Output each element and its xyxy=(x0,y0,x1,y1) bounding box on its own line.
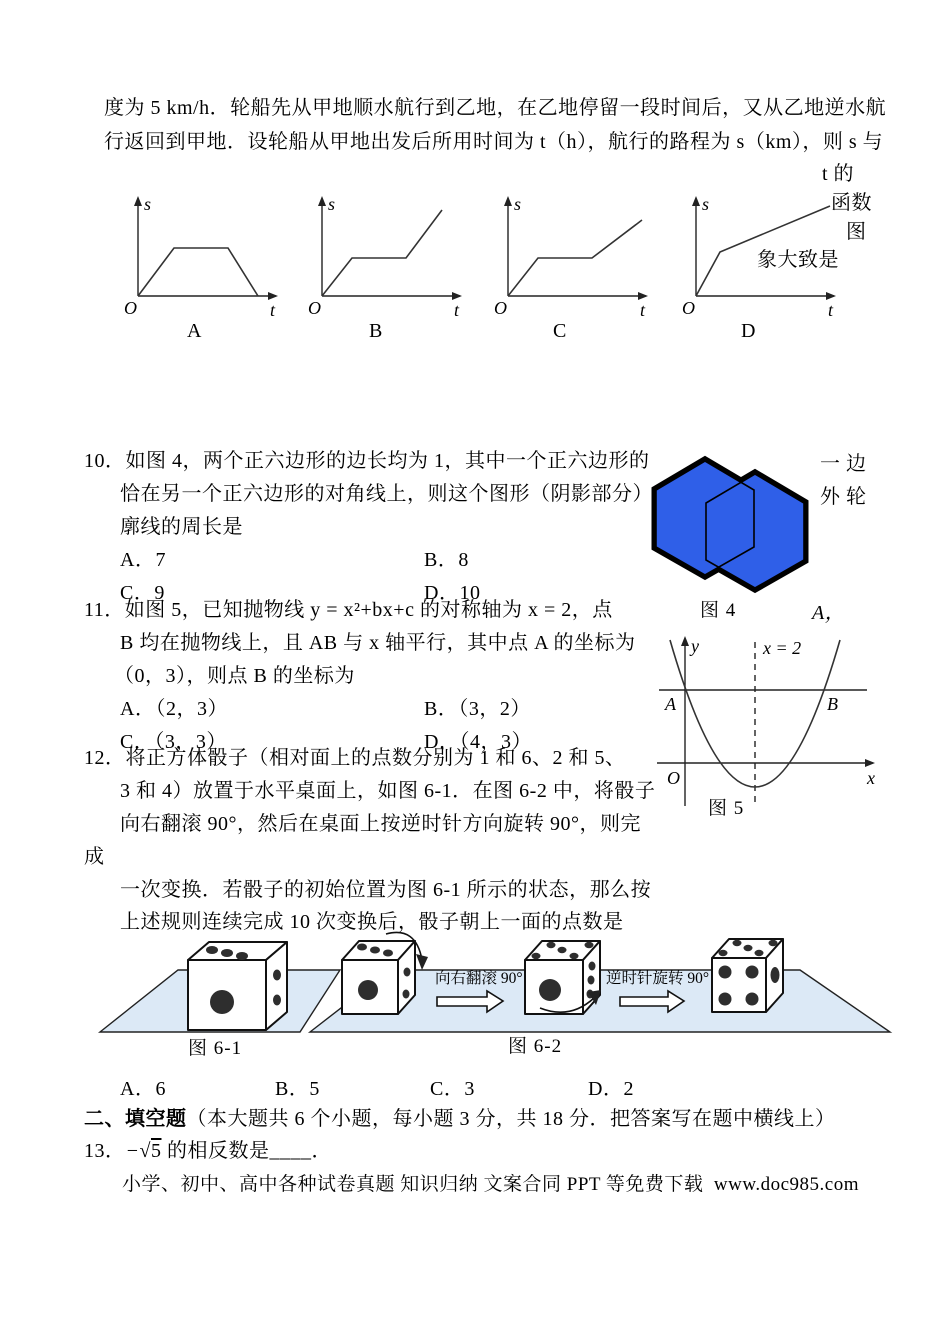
pip xyxy=(585,942,594,948)
graph-a-curve xyxy=(138,248,258,296)
pip xyxy=(539,979,561,1001)
q10-line-3: 廓线的周长是 xyxy=(120,516,243,538)
origin-label: O xyxy=(682,298,695,318)
q12-option-d: D．2 xyxy=(588,1078,634,1100)
x-axis-arrow-icon xyxy=(826,292,836,300)
graph-option-a xyxy=(120,190,288,322)
t-axis-label: t xyxy=(454,300,460,320)
pip xyxy=(589,962,596,971)
y-axis-arrow-icon xyxy=(504,196,512,206)
q12-option-a: A．6 xyxy=(120,1078,166,1100)
pip xyxy=(404,968,411,977)
y-axis-arrow-icon xyxy=(318,196,326,206)
y-axis-arrow-icon xyxy=(681,636,689,646)
pip xyxy=(358,980,378,1000)
x-axis-arrow-icon xyxy=(268,292,278,300)
q11-option-d: D．（4，3） xyxy=(424,731,532,753)
pip xyxy=(746,993,759,1006)
die-after-roll xyxy=(525,941,601,1014)
q11-line-3: （0，3），则点 B 的坐标为 xyxy=(114,665,355,687)
figure-4-hexagons xyxy=(640,445,835,620)
pip xyxy=(273,970,281,981)
graph-d-curve xyxy=(696,206,830,296)
t-axis-label: t xyxy=(640,300,646,320)
q13-number: 13． xyxy=(84,1140,126,1162)
graph-b-curve xyxy=(322,210,442,296)
section-2-title: 二、填空题 xyxy=(84,1108,187,1130)
pip xyxy=(357,944,367,951)
origin-label: O xyxy=(494,298,507,318)
s-axis-label: s xyxy=(328,194,336,214)
q13-line xyxy=(84,1138,332,1164)
footer-url: www.doc985.com xyxy=(713,1174,859,1195)
q12-option-c: C．3 xyxy=(430,1078,475,1100)
x-axis-label: x xyxy=(867,768,875,788)
q10-wrap-1: 一 边 xyxy=(820,453,867,475)
q12-option-b: B．5 xyxy=(275,1078,320,1100)
q10-option-a: A．7 xyxy=(120,549,166,571)
radical-icon: √ xyxy=(139,1140,151,1162)
intro-line-1: 度为 5 km/h．轮船先从甲地顺水航行到乙地，在乙地停留一段时间后，又从乙地逆水航 xyxy=(104,97,887,119)
figure-6-1-caption: 图 6-1 xyxy=(188,1038,243,1059)
x-axis-arrow-icon xyxy=(638,292,648,300)
pip xyxy=(273,995,281,1006)
pip xyxy=(547,942,556,948)
graph-label-b: B xyxy=(369,320,383,342)
intro-wrap-3: 图 xyxy=(846,221,867,243)
t-axis-label: t xyxy=(828,300,834,320)
q10-wrap-2: 外 轮 xyxy=(820,486,867,508)
q10-option-c: C．9 xyxy=(120,582,165,604)
footer xyxy=(122,1172,859,1198)
graph-option-c xyxy=(490,190,658,322)
intro-line-2: 行返回到甲地．设轮船从甲地出发后所用时间为 t（h），航行的路程为 s（km），则 s 与 xyxy=(104,131,884,153)
q11-line-2: B 均在抛物线上，且 AB 与 x 轴平行，其中点 A 的坐标为 xyxy=(120,632,636,654)
pip xyxy=(236,952,248,960)
s-axis-label: s xyxy=(514,194,522,214)
pip xyxy=(210,990,234,1014)
q13-minus-sign: − xyxy=(125,1140,140,1162)
origin-label: O xyxy=(667,768,680,788)
q12-line-2: 3 和 4）放置于水平桌面上，如图 6-1．在图 6-2 中，将骰子 xyxy=(120,780,656,802)
die-after-rotate xyxy=(712,939,783,1012)
q11-option-a: A．（2，3） xyxy=(120,698,228,720)
q10-option-d: D．10 xyxy=(424,582,481,604)
roll-arrow-head-icon xyxy=(416,954,428,970)
graph-option-d xyxy=(678,190,846,322)
q10-line-2: 恰在另一个正六边形的对角线上，则这个图形（阴影部分） xyxy=(120,483,653,505)
graph-option-b xyxy=(304,190,472,322)
section-2-heading xyxy=(84,1106,836,1132)
graph-label-c: C xyxy=(553,320,567,342)
x-axis-arrow-icon xyxy=(865,759,875,767)
point-a-label: A xyxy=(665,694,676,714)
pip xyxy=(370,947,380,954)
pip xyxy=(744,945,753,951)
q11-line-1: 11．如图 5，已知抛物线 y = x²+bx+c 的对称轴为 x = 2，点 xyxy=(84,599,613,621)
y-axis-arrow-icon xyxy=(692,196,700,206)
q12-line-3: 向右翻滚 90°，然后在桌面上按逆时针方向旋转 90°，则完 xyxy=(120,813,641,835)
pip xyxy=(719,950,728,956)
intro-wrap-4: 象大致是 xyxy=(757,249,839,271)
figure-6-2-caption: 图 6-2 xyxy=(508,1036,563,1057)
pip xyxy=(383,950,393,957)
q13-text: 的相反数是 xyxy=(161,1140,270,1162)
footer-text: 小学、初中、高中各种试卷真题 知识归纳 文案合同 PPT 等免费下载 xyxy=(122,1174,704,1195)
origin-label: O xyxy=(308,298,321,318)
q11-option-c: C．（3，3） xyxy=(120,731,227,753)
pip xyxy=(403,990,410,999)
t-axis-label: t xyxy=(270,300,276,320)
q13-radicand: 5 xyxy=(150,1140,162,1162)
pip xyxy=(719,966,732,979)
pip xyxy=(755,950,764,956)
graph-label-a: A xyxy=(187,320,202,342)
pip xyxy=(771,967,780,983)
q11-wrap-a: A， xyxy=(812,602,846,624)
pip xyxy=(769,940,778,946)
s-axis-label: s xyxy=(702,194,710,214)
pip xyxy=(221,949,233,957)
origin-label: O xyxy=(124,298,137,318)
x-axis-arrow-icon xyxy=(452,292,462,300)
intro-wrap-1: t 的 xyxy=(822,163,855,185)
s-axis-label: s xyxy=(144,194,152,214)
rotate-ccw-label: 逆时针旋转 90° xyxy=(606,970,710,987)
pip xyxy=(558,947,567,953)
y-axis-arrow-icon xyxy=(134,196,142,206)
section-2-detail: （本大题共 6 个小题，每小题 3 分，共 18 分．把答案写在题中横线上） xyxy=(186,1108,836,1130)
graph-label-d: D xyxy=(741,320,756,342)
y-axis-label: y xyxy=(691,636,699,656)
q13-period: ． xyxy=(311,1140,332,1162)
pip xyxy=(746,966,759,979)
pip xyxy=(733,940,742,946)
figure-5-parabola xyxy=(645,628,890,813)
q12-line-6: 上述规则连续完成 10 次变换后，骰子朝上一面的点数是 xyxy=(120,911,624,933)
symmetry-axis-label: x = 2 xyxy=(763,638,802,658)
die-front-face xyxy=(712,958,766,1012)
graph-c-curve xyxy=(508,220,642,296)
figure-4-caption: 图 4 xyxy=(700,600,737,621)
q12-line-4: 成 xyxy=(84,846,105,868)
q10-line-1: 10．如图 4，两个正六边形的边长均为 1，其中一个正六边形的 xyxy=(84,450,650,472)
q12-line-5: 一次变换．若骰子的初始位置为图 6-1 所示的状态，那么按 xyxy=(120,879,652,901)
die-initial xyxy=(188,942,287,1030)
pip xyxy=(206,946,218,954)
figure-5-caption: 图 5 xyxy=(708,798,745,819)
pip xyxy=(719,993,732,1006)
q13-answer-blank: ____ xyxy=(269,1140,312,1162)
pip xyxy=(588,976,595,985)
q11-option-b: B．（3，2） xyxy=(424,698,531,720)
q12-line-1: 12．将正方体骰子（相对面上的点数分别为 1 和 6、2 和 5、 xyxy=(84,747,626,769)
point-b-label: B xyxy=(827,694,838,714)
pip xyxy=(532,953,541,959)
roll-right-label: 向右翻滚 90° xyxy=(435,970,523,987)
pip xyxy=(570,953,579,959)
intro-wrap-2: 函数 xyxy=(831,192,872,214)
q10-option-b: B．8 xyxy=(424,549,469,571)
